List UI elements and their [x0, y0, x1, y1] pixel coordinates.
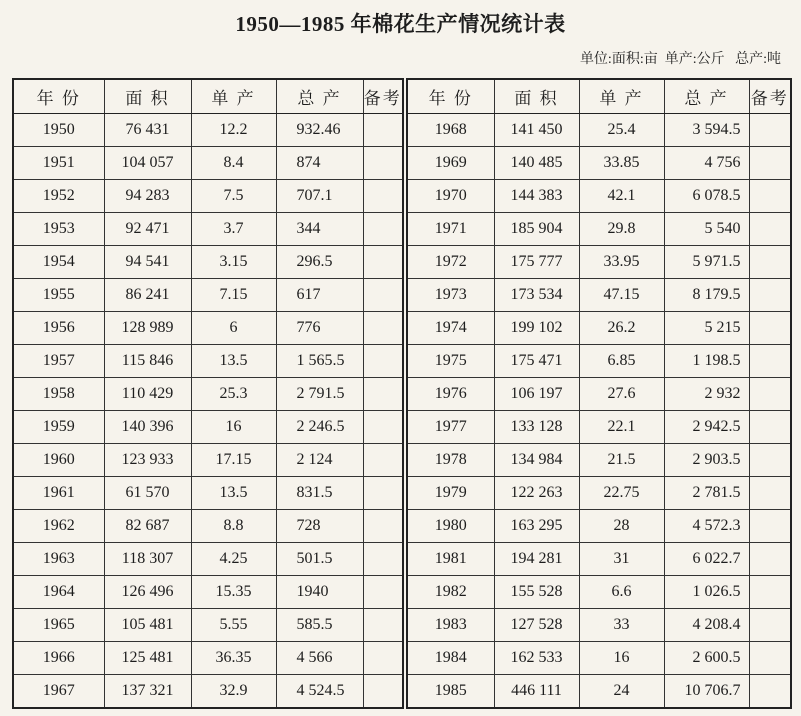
cell-year: 1959: [13, 411, 104, 444]
cell-year: 1975: [407, 345, 494, 378]
header-total: 总 产: [276, 79, 363, 114]
table-row: [13, 147, 403, 180]
cell-yield: 7.5: [191, 180, 276, 213]
cell-total: 2 903.5: [664, 444, 749, 477]
cell-yield: 21.5: [579, 444, 664, 477]
cell-area: 127 528: [494, 609, 579, 642]
cell-yield: 33.85: [579, 147, 664, 180]
cell-yield: 42.1: [579, 180, 664, 213]
cell-area: 140 396: [104, 411, 191, 444]
cell-total: 728: [276, 510, 363, 543]
cotton-table-left: [12, 78, 404, 709]
cell-year: 1953: [13, 213, 104, 246]
cell-remarks: [363, 114, 403, 147]
cell-total: 5 215: [664, 312, 749, 345]
table-row: [407, 114, 791, 147]
table-row: [13, 411, 403, 444]
table-row: [407, 510, 791, 543]
header-total: 总 产: [664, 79, 749, 114]
table-row: [13, 180, 403, 213]
cell-yield: 8.8: [191, 510, 276, 543]
cell-area: 92 471: [104, 213, 191, 246]
cell-total: 1940: [276, 576, 363, 609]
cell-remarks: [749, 510, 791, 543]
cell-remarks: [363, 510, 403, 543]
cell-total: 2 791.5: [276, 378, 363, 411]
cell-total: 2 781.5: [664, 477, 749, 510]
table-row: [13, 213, 403, 246]
cell-total: 6 022.7: [664, 543, 749, 576]
cell-year: 1977: [407, 411, 494, 444]
cell-remarks: [363, 147, 403, 180]
cell-total: 4 566: [276, 642, 363, 675]
cell-total: 4 524.5: [276, 675, 363, 709]
cell-remarks: [749, 444, 791, 477]
cell-remarks: [749, 576, 791, 609]
cell-remarks: [749, 180, 791, 213]
cell-yield: 33: [579, 609, 664, 642]
table-row: [407, 642, 791, 675]
cell-remarks: [749, 147, 791, 180]
cell-area: 82 687: [104, 510, 191, 543]
cell-remarks: [363, 543, 403, 576]
cotton-table-right: [406, 78, 792, 709]
cell-yield: 25.3: [191, 378, 276, 411]
cell-yield: 32.9: [191, 675, 276, 709]
cell-yield: 6: [191, 312, 276, 345]
cell-year: 1963: [13, 543, 104, 576]
cell-total: 4 208.4: [664, 609, 749, 642]
cell-area: 134 984: [494, 444, 579, 477]
cell-total: 1 565.5: [276, 345, 363, 378]
cell-remarks: [363, 279, 403, 312]
cell-year: 1981: [407, 543, 494, 576]
cell-year: 1966: [13, 642, 104, 675]
cell-area: 61 570: [104, 477, 191, 510]
cell-year: 1954: [13, 246, 104, 279]
table-row: [407, 213, 791, 246]
table-row: [407, 279, 791, 312]
cell-area: 115 846: [104, 345, 191, 378]
cell-remarks: [749, 246, 791, 279]
cell-year: 1955: [13, 279, 104, 312]
cell-yield: 47.15: [579, 279, 664, 312]
table-row: [407, 411, 791, 444]
cell-yield: 22.75: [579, 477, 664, 510]
cell-year: 1985: [407, 675, 494, 709]
cell-area: 133 128: [494, 411, 579, 444]
cell-year: 1972: [407, 246, 494, 279]
table-row: [13, 345, 403, 378]
table-row: [407, 246, 791, 279]
cell-area: 137 321: [104, 675, 191, 709]
cell-area: 105 481: [104, 609, 191, 642]
cell-remarks: [749, 543, 791, 576]
cell-yield: 5.55: [191, 609, 276, 642]
cell-area: 185 904: [494, 213, 579, 246]
header-yield: 单 产: [579, 79, 664, 114]
cell-total: 874: [276, 147, 363, 180]
table-row: [13, 114, 403, 147]
cell-area: 94 541: [104, 246, 191, 279]
cell-year: 1970: [407, 180, 494, 213]
cell-year: 1958: [13, 378, 104, 411]
cell-yield: 4.25: [191, 543, 276, 576]
cell-area: 155 528: [494, 576, 579, 609]
cell-area: 123 933: [104, 444, 191, 477]
cell-yield: 6.6: [579, 576, 664, 609]
table-row: [13, 246, 403, 279]
cell-yield: 13.5: [191, 345, 276, 378]
table-row: [13, 543, 403, 576]
cell-total: 932.46: [276, 114, 363, 147]
cell-yield: 31: [579, 543, 664, 576]
table-row: [13, 576, 403, 609]
table-header-row: [13, 79, 403, 114]
header-area: 面 积: [104, 79, 191, 114]
cell-total: 2 942.5: [664, 411, 749, 444]
cell-remarks: [363, 180, 403, 213]
cell-total: 5 540: [664, 213, 749, 246]
cell-area: 175 471: [494, 345, 579, 378]
cell-yield: 17.15: [191, 444, 276, 477]
cell-year: 1971: [407, 213, 494, 246]
cell-yield: 22.1: [579, 411, 664, 444]
cell-area: 122 263: [494, 477, 579, 510]
table-row: [13, 444, 403, 477]
cell-year: 1964: [13, 576, 104, 609]
cell-total: 4 756: [664, 147, 749, 180]
header-remarks: 备考: [749, 79, 791, 114]
table-row: [13, 510, 403, 543]
table-row: [407, 543, 791, 576]
table-header-row: [407, 79, 791, 114]
cell-remarks: [363, 477, 403, 510]
cell-area: 446 111: [494, 675, 579, 709]
cell-yield: 25.4: [579, 114, 664, 147]
table-row: [407, 609, 791, 642]
table-body-right: [407, 114, 791, 709]
table-row: [407, 147, 791, 180]
cell-remarks: [749, 411, 791, 444]
cell-yield: 12.2: [191, 114, 276, 147]
cell-remarks: [363, 642, 403, 675]
cell-area: 199 102: [494, 312, 579, 345]
cell-remarks: [363, 609, 403, 642]
cell-area: 125 481: [104, 642, 191, 675]
cell-remarks: [749, 279, 791, 312]
cell-area: 175 777: [494, 246, 579, 279]
cell-year: 1967: [13, 675, 104, 709]
cell-total: 10 706.7: [664, 675, 749, 709]
cell-year: 1983: [407, 609, 494, 642]
cell-year: 1978: [407, 444, 494, 477]
cell-total: 1 198.5: [664, 345, 749, 378]
table-body-left: [13, 114, 403, 709]
cell-total: 776: [276, 312, 363, 345]
cell-yield: 29.8: [579, 213, 664, 246]
cell-total: 8 179.5: [664, 279, 749, 312]
cell-total: 4 572.3: [664, 510, 749, 543]
table-row: [407, 675, 791, 709]
cell-year: 1984: [407, 642, 494, 675]
cell-area: 163 295: [494, 510, 579, 543]
cell-remarks: [363, 378, 403, 411]
cell-yield: 24: [579, 675, 664, 709]
cell-yield: 36.35: [191, 642, 276, 675]
cell-area: 128 989: [104, 312, 191, 345]
cell-year: 1974: [407, 312, 494, 345]
cell-total: 2 932: [664, 378, 749, 411]
cell-year: 1960: [13, 444, 104, 477]
cell-yield: 26.2: [579, 312, 664, 345]
cell-yield: 6.85: [579, 345, 664, 378]
cell-total: 296.5: [276, 246, 363, 279]
table-row: [407, 444, 791, 477]
cell-year: 1961: [13, 477, 104, 510]
cell-total: 2 600.5: [664, 642, 749, 675]
cell-year: 1950: [13, 114, 104, 147]
cell-area: 173 534: [494, 279, 579, 312]
cell-year: 1951: [13, 147, 104, 180]
table-row: [13, 279, 403, 312]
cell-yield: 7.15: [191, 279, 276, 312]
table-row: [13, 312, 403, 345]
cell-remarks: [363, 312, 403, 345]
cell-year: 1968: [407, 114, 494, 147]
cell-yield: 28: [579, 510, 664, 543]
table-row: [407, 180, 791, 213]
cell-remarks: [749, 675, 791, 709]
cell-area: 194 281: [494, 543, 579, 576]
cell-total: 344: [276, 213, 363, 246]
cell-year: 1976: [407, 378, 494, 411]
cell-yield: 27.6: [579, 378, 664, 411]
cell-remarks: [749, 378, 791, 411]
cell-year: 1957: [13, 345, 104, 378]
cell-year: 1982: [407, 576, 494, 609]
cell-area: 104 057: [104, 147, 191, 180]
cell-year: 1969: [407, 147, 494, 180]
cell-year: 1980: [407, 510, 494, 543]
table-row: [407, 378, 791, 411]
cell-area: 94 283: [104, 180, 191, 213]
header-yield: 单 产: [191, 79, 276, 114]
cell-remarks: [363, 675, 403, 709]
cell-total: 617: [276, 279, 363, 312]
cell-total: 831.5: [276, 477, 363, 510]
header-remarks: 备考: [363, 79, 403, 114]
cell-remarks: [363, 576, 403, 609]
table-row: [13, 675, 403, 709]
cell-remarks: [749, 642, 791, 675]
table-row: [13, 378, 403, 411]
cell-remarks: [749, 345, 791, 378]
cell-yield: 13.5: [191, 477, 276, 510]
cell-yield: 15.35: [191, 576, 276, 609]
cell-total: 707.1: [276, 180, 363, 213]
cell-year: 1952: [13, 180, 104, 213]
cell-yield: 16: [579, 642, 664, 675]
cell-total: 1 026.5: [664, 576, 749, 609]
cell-total: 501.5: [276, 543, 363, 576]
cell-total: 2 246.5: [276, 411, 363, 444]
table-row: [407, 345, 791, 378]
cell-year: 1962: [13, 510, 104, 543]
cell-area: 144 383: [494, 180, 579, 213]
cell-remarks: [363, 444, 403, 477]
header-year: 年 份: [407, 79, 494, 114]
cell-total: 5 971.5: [664, 246, 749, 279]
page-title: 1950—1985 年棉花生产情况统计表: [235, 12, 566, 36]
cell-remarks: [363, 345, 403, 378]
cell-remarks: [749, 213, 791, 246]
cell-area: 86 241: [104, 279, 191, 312]
table-row: [407, 312, 791, 345]
cell-area: 140 485: [494, 147, 579, 180]
cell-area: 76 431: [104, 114, 191, 147]
cell-total: 6 078.5: [664, 180, 749, 213]
cell-total: 2 124: [276, 444, 363, 477]
cell-area: 118 307: [104, 543, 191, 576]
table-row: [407, 477, 791, 510]
cell-remarks: [363, 213, 403, 246]
cell-area: 141 450: [494, 114, 579, 147]
cell-year: 1979: [407, 477, 494, 510]
header-year: 年 份: [13, 79, 104, 114]
cell-remarks: [749, 609, 791, 642]
table-row: [13, 609, 403, 642]
cell-total: 585.5: [276, 609, 363, 642]
cell-year: 1956: [13, 312, 104, 345]
cell-remarks: [749, 114, 791, 147]
cell-remarks: [363, 411, 403, 444]
cell-total: 3 594.5: [664, 114, 749, 147]
cell-yield: 3.15: [191, 246, 276, 279]
cell-yield: 33.95: [579, 246, 664, 279]
cell-yield: 8.4: [191, 147, 276, 180]
cell-yield: 3.7: [191, 213, 276, 246]
cell-area: 106 197: [494, 378, 579, 411]
cell-area: 126 496: [104, 576, 191, 609]
cell-area: 110 429: [104, 378, 191, 411]
cell-area: 162 533: [494, 642, 579, 675]
header-area: 面 积: [494, 79, 579, 114]
units-note: 单位:面积:亩 单产:公斤 总产:吨: [579, 52, 781, 67]
cell-remarks: [363, 246, 403, 279]
cell-year: 1965: [13, 609, 104, 642]
table-row: [407, 576, 791, 609]
table-row: [13, 642, 403, 675]
cell-remarks: [749, 477, 791, 510]
cell-yield: 16: [191, 411, 276, 444]
table-row: [13, 477, 403, 510]
cell-year: 1973: [407, 279, 494, 312]
cell-remarks: [749, 312, 791, 345]
